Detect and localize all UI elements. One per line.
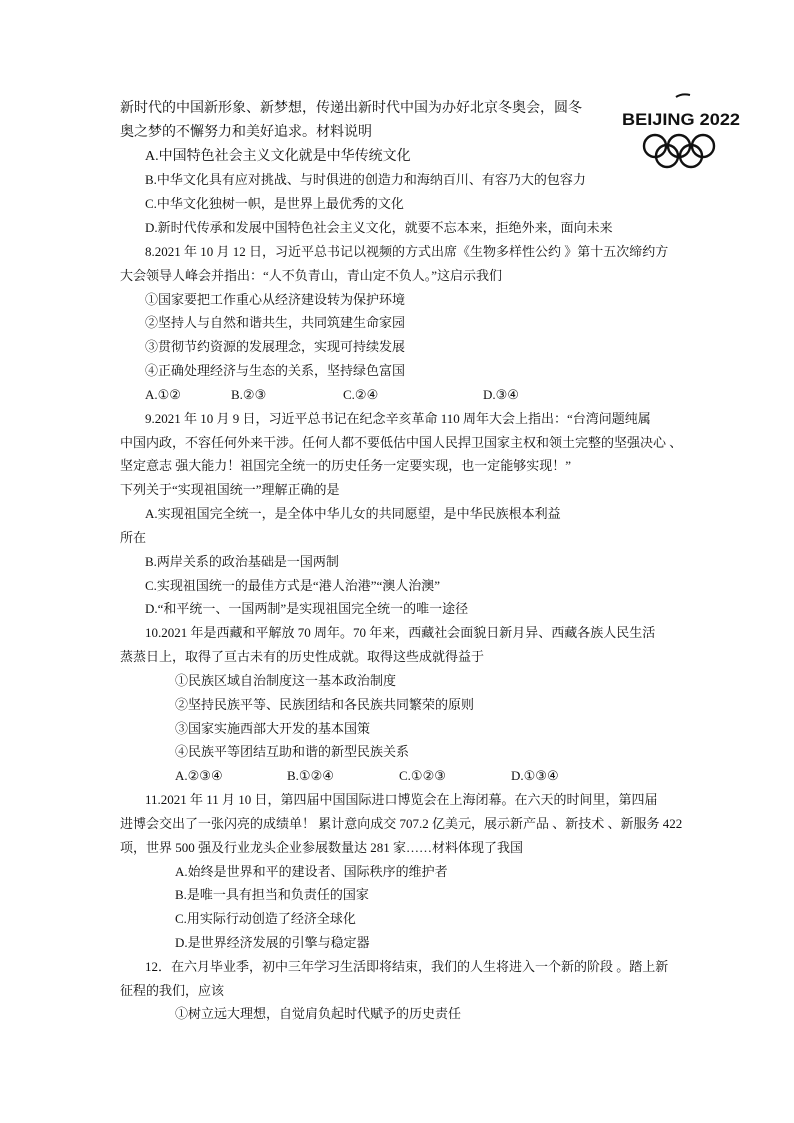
q9-stem-line: 9.2021 年 10 月 9 日，习近平总书记在纪念辛亥革命 110 周年大会上指出：“台湾问题纯属 xyxy=(145,410,651,426)
q7-option-c: C.中华文化独树一帜，是世界上最优秀的文化 xyxy=(145,196,404,212)
q8-choice-b: B.②③ xyxy=(231,386,267,402)
q7-stem-line: 新时代的中国新形象、新梦想，传递出新时代中国为办好北京冬奥会，圆冬 xyxy=(120,101,582,116)
q7-stem-line: 奥之梦的不懈努力和美好追求。材料说明 xyxy=(120,124,372,140)
q9-option-a: A.实现祖国完全统一，是全体中华儿女的共同愿望，是中华民族根本利益 xyxy=(145,506,561,522)
q10-choices xyxy=(0,764,794,788)
q10-item-2: ②坚持民族平等、民族团结和各民族共同繁荣的原则 xyxy=(175,696,475,712)
q11-option-a: A.始终是世界和平的建设者、国际秩序的维护者 xyxy=(175,863,448,879)
q8-stem-line: 8.2021 年 10 月 12 日，习近平总书记以视频的方式出席《生物多样性公约 》第十五次缔约方 xyxy=(145,243,669,259)
q7-option-d: D.新时代传承和发展中国特色社会主义文化，就要不忘本来，拒绝外来，面向未来 xyxy=(145,220,613,236)
q8-stem-line: 大会领导人峰会并指出：“人不负青山，青山定不负人。”这启示我们 xyxy=(120,267,503,283)
q12-stem-line: 征程的我们，应该 xyxy=(120,982,225,998)
q11-stem-line: 11.2021 年 11 月 10 日，第四届中国国际进口博览会在上海闭幕。在六天的时间里，第四届 xyxy=(145,792,658,808)
q10-item-4: ④民族平等团结互助和谐的新型民族关系 xyxy=(175,744,410,760)
q10-choice-b: B.①②④ xyxy=(287,768,334,784)
q7-option-b: B.中华文化具有应对挑战、与时俱进的创造力和海纳百川、有容乃大的包容力 xyxy=(145,172,586,188)
q11-stem-line: 进博会交出了一张闪亮的成绩单！ 累计意向成交 707.2 亿美元，展示新产品 、新技术 、新服务 422 xyxy=(120,815,683,831)
q9-stem-line: 下列关于“实现祖国统一”理解正确的是 xyxy=(120,482,340,498)
q9-option-b: B.两岸关系的政治基础是一国两制 xyxy=(145,553,339,569)
logo-text: BEIJING 2022 xyxy=(622,110,740,129)
q10-choice-d: D.①③④ xyxy=(511,768,559,784)
q8-item-1: ①国家要把工作重心从经济建设转为保护环境 xyxy=(145,291,406,307)
q10-choice-a: A.②③④ xyxy=(175,768,223,784)
q10-stem-line: 10.2021 年是西藏和平解放 70 周年。70 年来，西藏社会面貌日新月异、西藏各族人民生活 xyxy=(145,625,656,641)
q9-option-d: D.“和平统一、一国两制”是实现祖国完全统一的唯一途径 xyxy=(145,601,469,617)
q8-choice-d: D.③④ xyxy=(483,386,519,402)
q9-stem-line: 坚定意志 强大能力！祖国完全统一的历史任务一定要实现，也一定能够实现！” xyxy=(120,458,572,474)
q10-item-1: ①民族区域自治制度这一基本政治制度 xyxy=(175,672,397,688)
q11-stem-line: 项，世界 500 强及行业龙头企业参展数量达 281 家……材料体现了我国 xyxy=(120,839,524,855)
q9-option-c: C.实现祖国统一的最佳方式是“港人治港”“澳人治澳” xyxy=(145,577,441,593)
q10-stem-line: 蒸蒸日上，取得了亘古未有的历史性成就。取得这些成就得益于 xyxy=(120,649,485,665)
q10-item-3: ③国家实施西部大开发的基本国策 xyxy=(175,720,371,736)
q8-item-4: ④正确处理经济与生态的关系，坚持绿色富国 xyxy=(145,363,406,379)
q12-stem-line: 12．在六月毕业季，初中三年学习生活即将结束，我们的人生将进入一个新的阶段 。踏上新 xyxy=(145,958,669,974)
q8-choice-a: A.①② xyxy=(145,386,181,402)
q8-item-2: ②坚持人与自然和谐共生，共同筑建生命家园 xyxy=(145,315,406,331)
q8-choices xyxy=(0,383,794,407)
q11-option-b: B.是唯一具有担当和负责任的国家 xyxy=(175,887,369,903)
q9-option-a-continued: 所在 xyxy=(120,529,147,545)
question-content xyxy=(0,97,794,1026)
q12-item-1: ①树立远大理想，自觉肩负起时代赋予的历史责任 xyxy=(175,1006,462,1022)
q9-stem-line: 中国内政，不容任何外来干涉。任何人都不要低估中国人民捍卫国家主权和领土完整的坚强决心 、 xyxy=(120,434,683,450)
q10-choice-c: C.①②③ xyxy=(399,768,446,784)
q11-option-c: C.用实际行动创造了经济全球化 xyxy=(175,911,356,927)
q8-item-3: ③贯彻节约资源的发展理念，实现可持续发展 xyxy=(145,339,406,355)
q11-option-d: D.是世界经济发展的引擎与稳定器 xyxy=(175,934,370,950)
q7-option-a: A.中国特色社会主义文化就是中华传统文化 xyxy=(145,148,411,164)
q8-choice-c: C.②④ xyxy=(343,386,379,402)
